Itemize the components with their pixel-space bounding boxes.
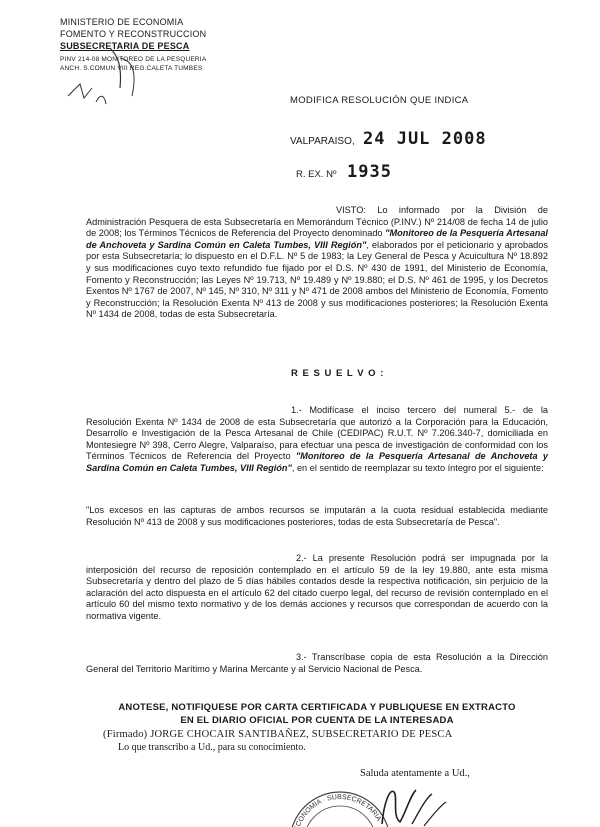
visto-paragraph bbox=[86, 205, 548, 321]
item-1-part-2: , en el sentido de reemplazar su texto íntegro por el siguiente: bbox=[291, 462, 544, 473]
quoted-text: "Los excesos en las capturas de ambos recursos se imputarán a la cuota residual establecida mediante Resolución Nº 413 de 2008 y sus modificaciones posteriores, todas de esta Subsecretaría de Pesca". bbox=[86, 505, 548, 527]
visto-part-1: Lo informado por la División de Administración Pesquera de esta Subsecretaría en Memorándum Técnico (P.INV.) Nº 214/08 de fecha 14 de julio de 2008; los Términos Técnicos de Referencia del Proyecto denominado bbox=[86, 205, 548, 239]
item-2-paragraph bbox=[86, 553, 548, 623]
subsecretaria-label: SUBSECRETARIA DE PESCA bbox=[60, 41, 190, 51]
visto-lead: VISTO: bbox=[336, 205, 366, 215]
closing-line-2: EN EL DIARIO OFICIAL POR CUENTA DE LA INTERESADA bbox=[180, 715, 454, 726]
item-2-text: 2.- La presente Resolución podrá ser impugnada por la interposición del recurso de reposición contemplado en el artículo 59 de la ley 19.880, ante esta misma Subsecretaría y dentro del plazo de 5 días hábiles contados desde la respectiva notificación, sin perjuicio de la aclaración del acto dispuesta en el artículo 62 del citado cuerpo legal, del recurso de revisión contemplado en el artículo 60 del mismo texto normativo y de los demás acciones y recursos que correspondan de acuerdo con la normativa vigente. bbox=[86, 553, 548, 621]
seal-text: CONOMIA · SUBSECRETARIA bbox=[295, 793, 383, 827]
closing-line-1: ANOTESE, NOTIFIQUESE POR CARTA CERTIFICADA Y PUBLIQUESE EN EXTRACTO bbox=[118, 702, 516, 713]
resolution-number: 1935 bbox=[347, 162, 392, 182]
reference-line-1: PINV 214-08 MONITOREO DE LA PESQUERIA bbox=[60, 56, 207, 63]
item-1-project-name: "Monitoreo de la Pesquería Artesanal de Anchoveta y Sardina Común en Caleta Tumbes, VIII Región" bbox=[86, 451, 549, 473]
salute-line: Saluda atentamente a Ud., bbox=[360, 768, 470, 779]
item-3-paragraph bbox=[86, 652, 548, 675]
signature-mark bbox=[372, 782, 462, 827]
svg-text:ECONOMIA · SUBSECRETARIA bbox=[294, 794, 383, 827]
document-title: MODIFICA RESOLUCIÓN QUE INDICA bbox=[290, 95, 469, 106]
ministry-line-2: FOMENTO Y RECONSTRUCCION bbox=[60, 29, 207, 39]
date-stamp: 24 JUL 2008 bbox=[363, 129, 487, 149]
visto-project-name: "Monitoreo de la Pesquería Artesanal de Anchoveta y Sardina Común en Caleta Tumbes, VIII Región" bbox=[86, 228, 548, 250]
ministry-line-1: MINISTERIO DE ECONOMIA bbox=[60, 17, 184, 27]
place-label: VALPARAISO, bbox=[290, 136, 355, 147]
transcribe-line: Lo que transcribo a Ud., para su conocimiento. bbox=[118, 742, 306, 753]
header-initials-mark bbox=[60, 18, 170, 108]
visto-part-2: , elaborados por el peticionario y aprobados por esta Subsecretaría; lo dispuesto en el D.F.L. Nº 5 de 1983; la Ley General de Pesca y Acuicultura Nº 18.892 y sus modificaciones cuyo texto refundido fue fijado por el D.S. Nº 430 de 1991, del Ministerio de Economía, Fomento y Reconstrucción; las Leyes Nº 19.713, Nº 19.489 y Nº 19.880; el D.S. Nº 461 de 1995, y los Decretos Exentos Nº 1767 de 2007, Nº 145, Nº 310, Nº 311 y Nº 471 de 2008 ambos del Ministerio de Economía, Fomento y Reconstrucción; la Resolución Exenta Nº 413 de 2008 y sus modificaciones posteriores; la Resolución Exenta Nº 1434 de 2008, todas de esta Subsecretaría. bbox=[86, 239, 548, 320]
resuelvo-heading: R E S U E L V O : bbox=[291, 368, 385, 379]
item-1-paragraph bbox=[86, 405, 548, 475]
signed-by-line: (Firmado) JORGE CHOCAIR SANTIBAÑEZ, SUBSECRETARIO DE PESCA bbox=[103, 729, 453, 740]
item-3-text: 3.- Transcríbase copia de esta Resolución a la Dirección General del Territorio Marítimo y Marina Mercante y al Servicio Nacional de Pesca. bbox=[86, 652, 548, 674]
reference-line-2: ANCH. S.COMUN VIII REG.CALETA TUMBES bbox=[60, 65, 203, 72]
item-1-part-1: 1.- Modifícase el inciso tercero del numeral 5.- de la Resolución Exenta Nº 1434 de 2008 de esta Subsecretaría que autorizó a la Corporación para la Educación, Desarrollo e Investigación de la Pesca Artesanal de Chile (CEDIPAC) R.U.T. Nº 7.206.340-7, domiciliada en Montesiegre Nº 398, Cerro Alegre, Valparaíso, para efectuar una pesca de investigación de conformidad con los Términos Técnicos de Referencia del Proyecto bbox=[86, 405, 548, 462]
resolution-label: R. EX. Nº bbox=[296, 169, 337, 180]
